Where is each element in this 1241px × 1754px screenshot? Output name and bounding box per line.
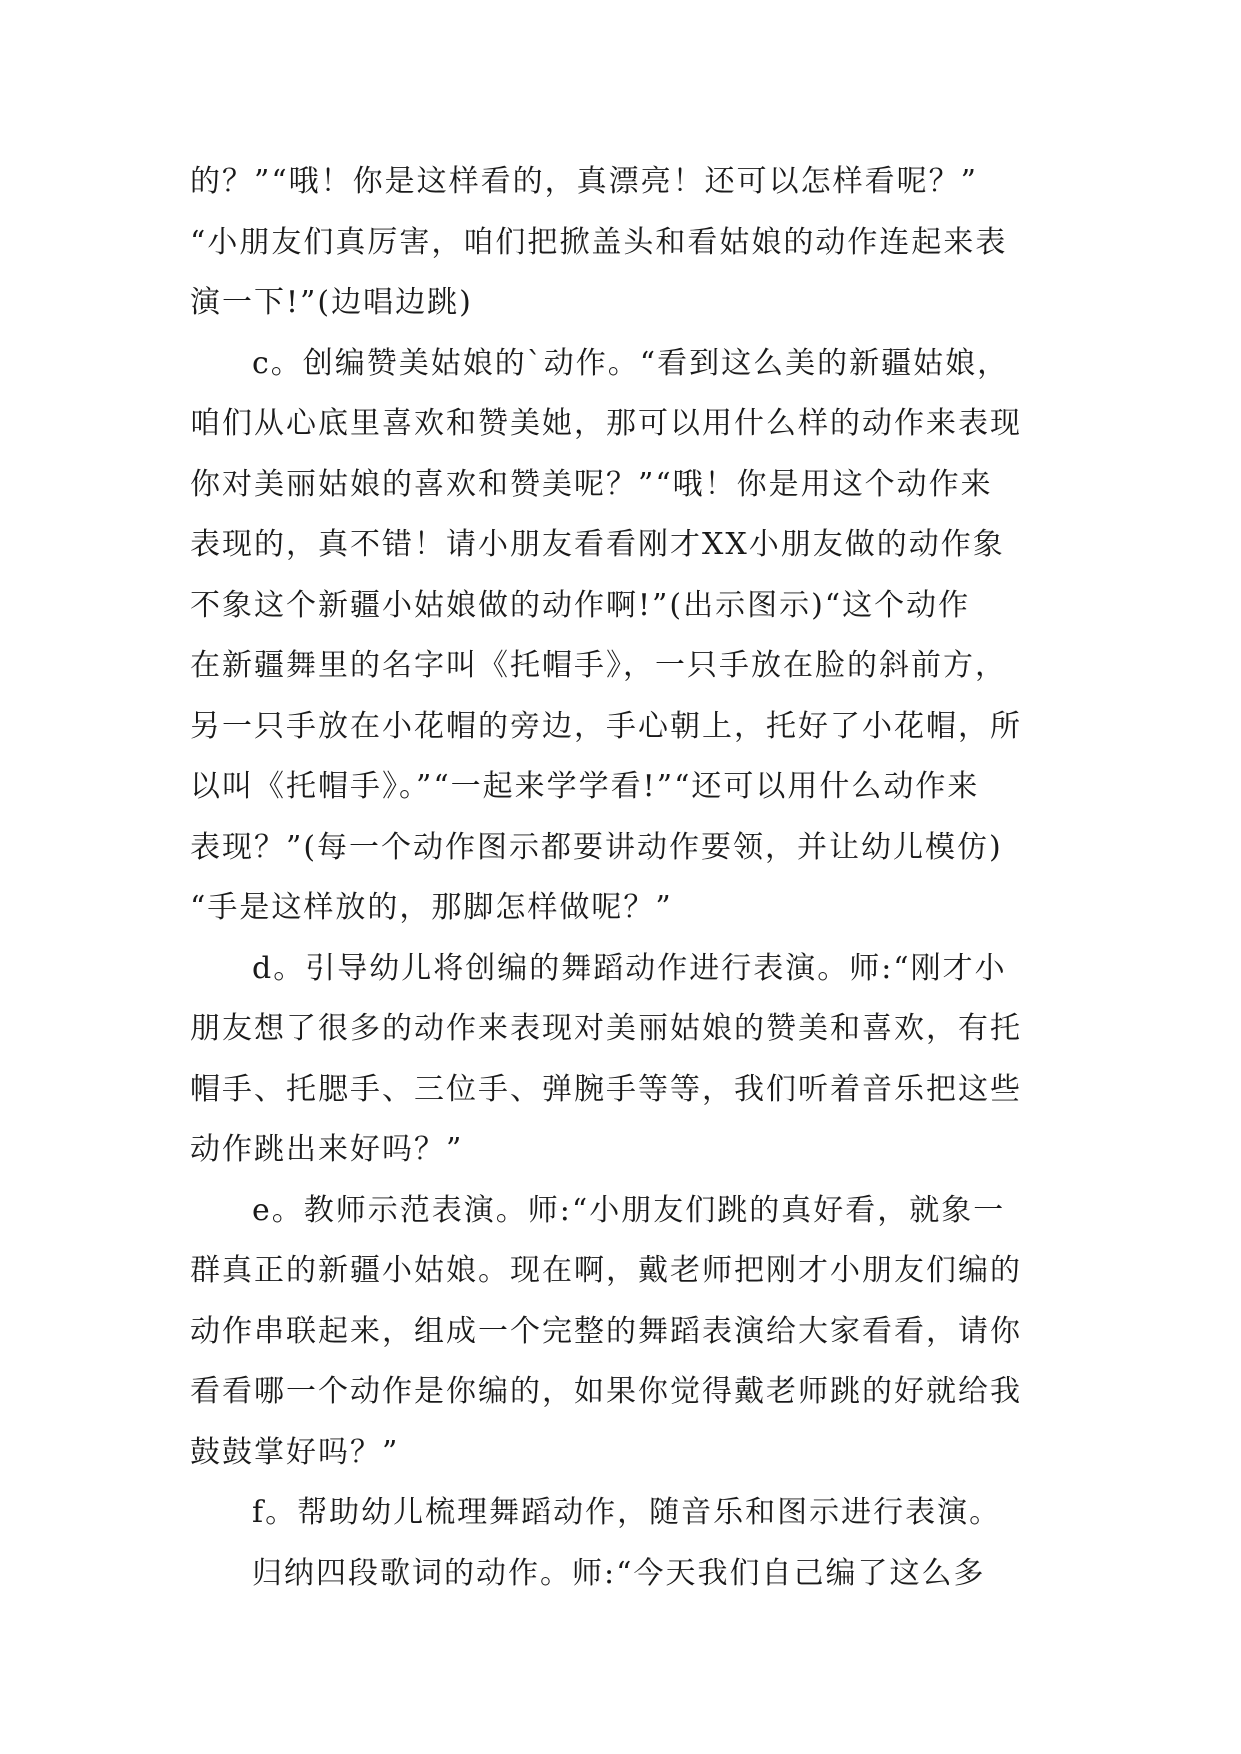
text-line: d。引导幼儿将创编的舞蹈动作进行表演。师:“刚才小 [252, 950, 1007, 986]
text-line: “小朋友们真厉害，咱们把掀盖头和看姑娘的动作连起来表 [190, 224, 1008, 260]
text-line: 你对美丽姑娘的喜欢和赞美呢？”“哦！你是用这个动作来 [190, 466, 993, 502]
text-line: 另一只手放在小花帽的旁边，手心朝上，托好了小花帽，所 [190, 708, 1022, 744]
document-body [190, 152, 1080, 1604]
text-line: “手是这样放的，那脚怎样做呢？” [190, 890, 673, 925]
text-line: 表现的，真不错！请小朋友看看刚才XX小朋友做的动作象 [190, 527, 1005, 562]
text-line: 不象这个新疆小姑娘做的动作啊!”(出示图示)“这个动作 [190, 587, 971, 623]
text-line: 帽手、托腮手、三位手、弹腕手等等，我们听着音乐把这些 [190, 1071, 1022, 1107]
text-line: f。帮助幼儿梳理舞蹈动作，随音乐和图示进行表演。 [252, 1495, 1002, 1530]
text-line: 朋友想了很多的动作来表现对美丽姑娘的赞美和喜欢，有托 [190, 1011, 1022, 1046]
text-line: 群真正的新疆小姑娘。现在啊，戴老师把刚才小朋友们编的 [190, 1253, 1022, 1288]
text-line: 以叫《托帽手》。”“一起来学学看!”“还可以用什么动作来 [190, 769, 980, 804]
text-line: 咱们从心底里喜欢和赞美她，那可以用什么样的动作来表现 [190, 406, 1022, 441]
text-line: 动作串联起来，组成一个完整的舞蹈表演给大家看看，请你 [190, 1313, 1022, 1349]
text-line: 在新疆舞里的名字叫《托帽手》，一只手放在脸的斜前方， [190, 648, 1007, 683]
text-line: c。创编赞美姑娘的`动作。“看到这么美的新疆姑娘， [252, 345, 1010, 381]
text-line: 归纳四段歌词的动作。师:“今天我们自己编了这么多 [252, 1555, 986, 1591]
text-line: 鼓鼓掌好吗？” [190, 1434, 400, 1470]
text-line: 演一下!”(边唱边跳) [190, 285, 473, 320]
text-line: 表现？”(每一个动作图示都要讲动作要领，并让幼儿模仿) [190, 829, 1003, 865]
text-line: 动作跳出来好吗？” [190, 1132, 464, 1167]
text-line: e。教师示范表演。师:“小朋友们跳的真好看，就象一 [252, 1192, 1006, 1228]
text-line: 看看哪一个动作是你编的，如果你觉得戴老师跳的好就给我 [190, 1374, 1022, 1409]
text-line: 的？”“哦！你是这样看的，真漂亮！还可以怎样看呢？” [190, 164, 979, 199]
